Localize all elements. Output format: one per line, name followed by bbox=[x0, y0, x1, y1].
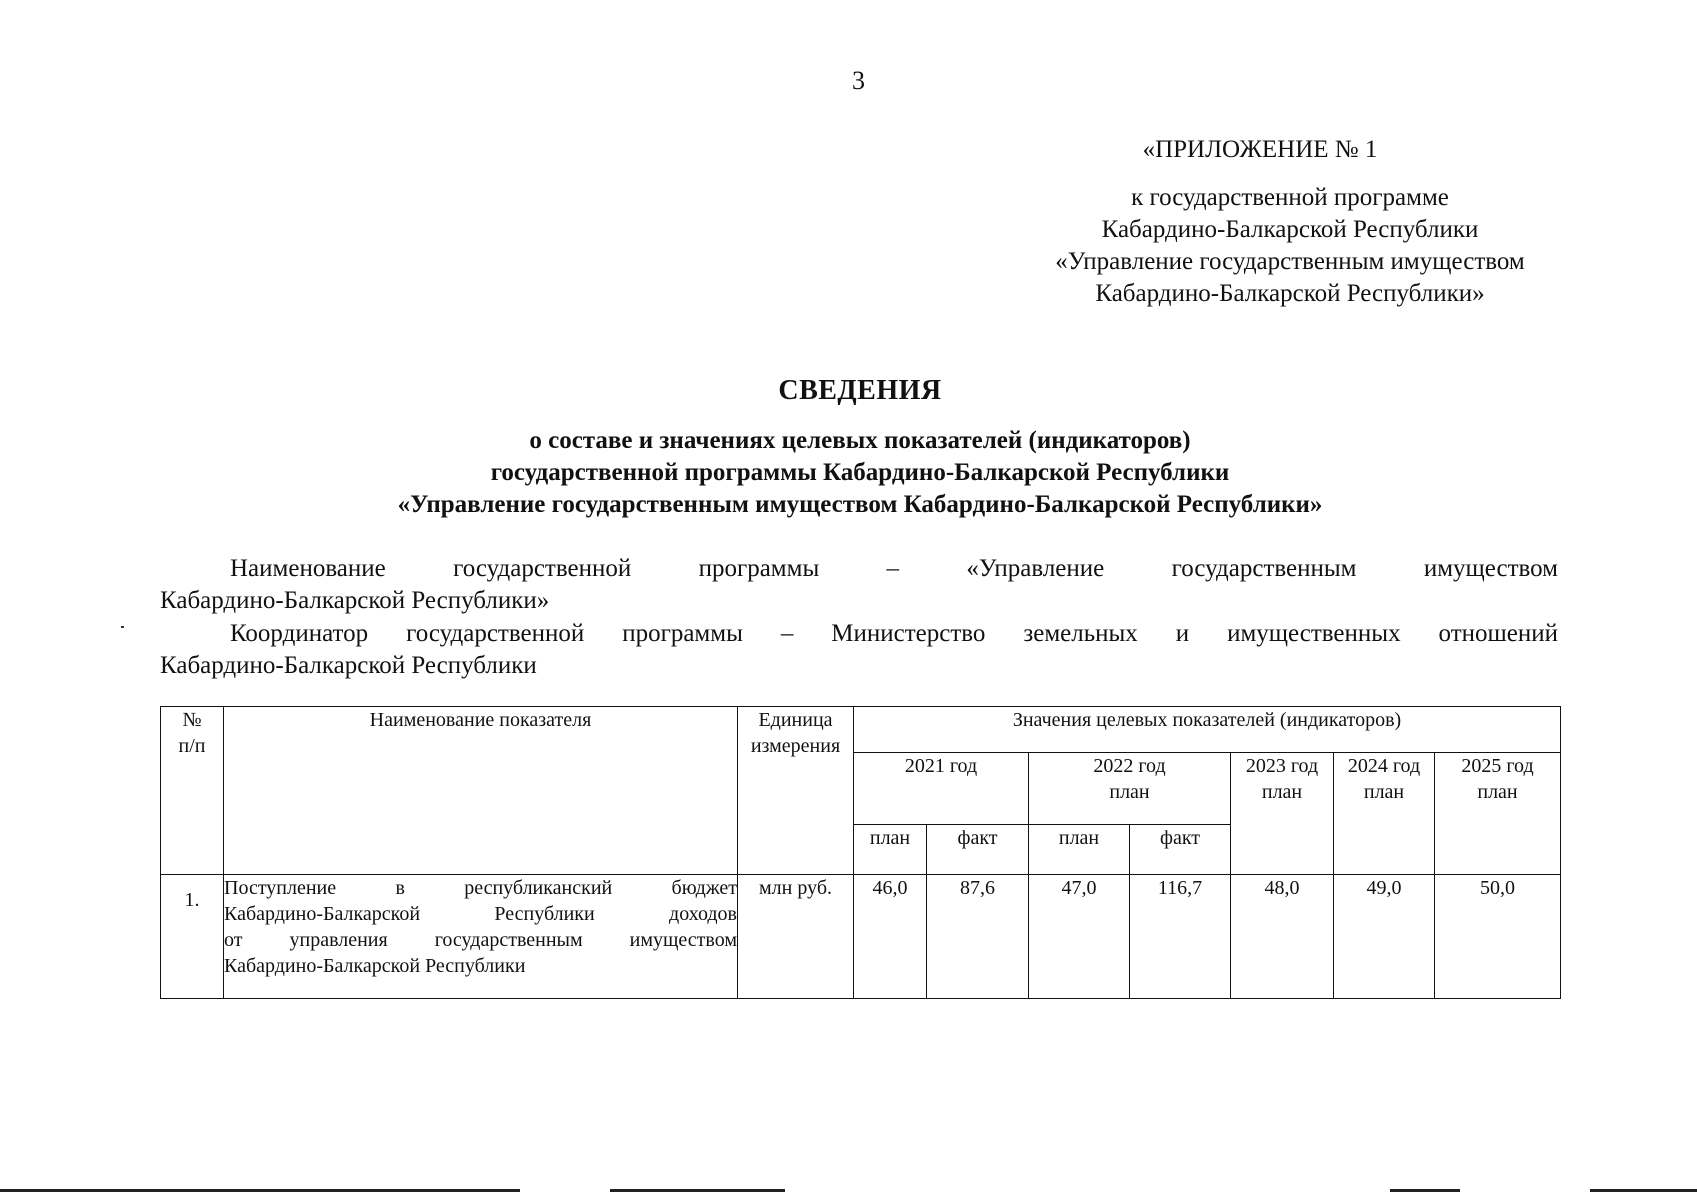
appendix-line: «Управление государственным имуществом bbox=[1055, 248, 1525, 275]
indicator-name-line: Кабардино-Балкарской Республики доходов bbox=[224, 903, 737, 925]
row-2024-plan: 49,0 bbox=[1334, 875, 1435, 999]
header-name: Наименование показателя bbox=[224, 707, 738, 875]
coordinator-paragraph bbox=[160, 618, 1558, 682]
indicator-name-line: Кабардино-Балкарской Республики bbox=[224, 955, 526, 977]
scan-edge-line bbox=[1590, 1189, 1697, 1192]
appendix-title: «ПРИЛОЖЕНИЕ № 1 bbox=[1142, 136, 1378, 163]
row-indicator-name bbox=[224, 875, 738, 999]
program-name-line: Наименование государственной программы – «Управление государственным имуществом bbox=[230, 555, 1558, 582]
header-unit-label: Единица измерения bbox=[750, 709, 841, 757]
indicator-name-line: от управления государственным имуществом bbox=[224, 929, 737, 951]
header-year-2023-label: 2023 год план bbox=[1245, 755, 1319, 803]
header-2022-fact: факт bbox=[1130, 825, 1231, 875]
scan-edge-line bbox=[0, 1189, 520, 1192]
header-year-2023 bbox=[1231, 753, 1334, 875]
subtitle-line: о составе и значениях целевых показателей (индикаторов) bbox=[529, 427, 1191, 454]
table-row bbox=[161, 875, 1561, 999]
header-year-2025 bbox=[1435, 753, 1561, 875]
row-2025-plan: 50,0 bbox=[1435, 875, 1561, 999]
row-number: 1. bbox=[161, 875, 224, 999]
header-2021-plan: план bbox=[854, 825, 927, 875]
program-name-line: Кабардино-Балкарской Республики» bbox=[160, 587, 550, 614]
table-header-row bbox=[161, 707, 1561, 753]
header-year-2022 bbox=[1029, 753, 1231, 825]
appendix-subtitle bbox=[980, 182, 1600, 310]
subtitle-line: «Управление государственным имуществом Кабардино-Балкарской Республики» bbox=[397, 491, 1323, 518]
appendix-line: к государственной программе bbox=[1131, 184, 1449, 211]
header-year-2024-label: 2024 год план bbox=[1347, 755, 1421, 803]
scan-edge-line bbox=[610, 1189, 785, 1192]
appendix-line: Кабардино-Балкарской Республики bbox=[1101, 216, 1479, 243]
document-subtitle bbox=[160, 425, 1560, 521]
header-year-2022-label: 2022 год план bbox=[1093, 755, 1166, 803]
page-number: 3 bbox=[852, 66, 865, 95]
header-year-2025-label: 2025 год план bbox=[1461, 755, 1534, 803]
row-2023-plan: 48,0 bbox=[1231, 875, 1334, 999]
header-unit bbox=[738, 707, 854, 875]
appendix-line: Кабардино-Балкарской Республики» bbox=[1095, 280, 1485, 307]
header-number bbox=[161, 707, 224, 875]
program-name-paragraph bbox=[160, 553, 1558, 617]
row-2021-plan: 46,0 bbox=[854, 875, 927, 999]
row-unit: млн руб. bbox=[738, 875, 854, 999]
row-2021-fact: 87,6 bbox=[927, 875, 1029, 999]
row-2022-fact: 116,7 bbox=[1130, 875, 1231, 999]
scan-edge-line bbox=[1390, 1189, 1460, 1192]
indicators-table bbox=[160, 706, 1561, 999]
header-year-2021: 2021 год bbox=[854, 753, 1029, 825]
header-2021-fact: факт bbox=[927, 825, 1029, 875]
coordinator-line: Координатор государственной программы – Министерство земельных и имущественных отношений bbox=[230, 620, 1558, 647]
coordinator-line: Кабардино-Балкарской Республики bbox=[160, 652, 537, 679]
scan-speck bbox=[121, 626, 124, 628]
header-2022-plan: план bbox=[1029, 825, 1130, 875]
header-values-group: Значения целевых показателей (индикаторов) bbox=[854, 707, 1561, 753]
header-year-2024 bbox=[1334, 753, 1435, 875]
header-number-label: № п/п bbox=[178, 709, 206, 757]
indicator-name-line: Поступление в республиканский бюджет bbox=[224, 877, 737, 899]
row-2022-plan: 47,0 bbox=[1029, 875, 1130, 999]
subtitle-line: государственной программы Кабардино-Балкарской Республики bbox=[490, 459, 1230, 486]
document-title: СВЕДЕНИЯ bbox=[778, 375, 942, 406]
